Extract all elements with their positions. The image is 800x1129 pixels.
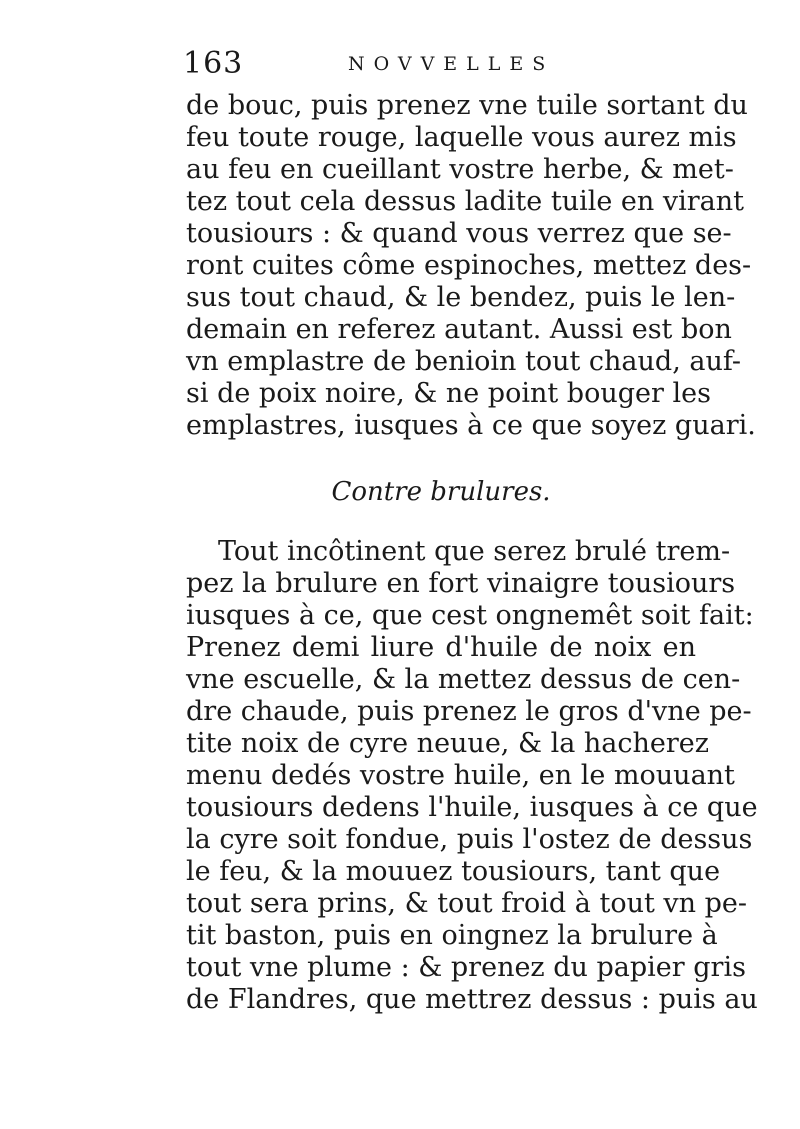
text-line: vne escuelle, & la mettez dessus de cen- xyxy=(186,664,741,695)
text-line: tousiours dedens l'huile, iusques à ce que xyxy=(186,792,758,823)
text-line: le feu, & la mouuez tousiours, tant que xyxy=(186,856,721,887)
text-line: tit baston, puis en oingnez la brulure à xyxy=(186,920,718,951)
text-line: dre chaude, puis prenez le gros d'vne pe- xyxy=(186,696,752,727)
text-line: tout sera prins, & tout froid à tout vn pe- xyxy=(186,888,748,919)
section-heading: Contre brulures. xyxy=(331,477,551,507)
text-line: emplastres, iusques à ce que soyez guari. xyxy=(186,410,756,441)
text-line: au feu en cueillant vostre herbe, & met- xyxy=(186,154,734,185)
paragraph-1 xyxy=(186,90,756,442)
text-line: de bouc, puis prenez vne tuile sortant du xyxy=(186,90,748,121)
text-line: de Flandres, que mettrez dessus : puis au xyxy=(186,984,758,1015)
text-line: menu dedés vostre huile, en le mouuant xyxy=(186,760,735,791)
running-title: NOVVELLES xyxy=(348,53,555,75)
paragraph-2 xyxy=(186,536,758,1016)
text-line: feu toute rouge, laquelle vous aurez mis xyxy=(186,122,737,153)
text-line: tout vne plume : & prenez du papier gris xyxy=(186,952,746,983)
text-line: demain en referez autant. Aussi est bon xyxy=(186,314,732,345)
text-line: tez tout cela dessus ladite tuile en virant xyxy=(186,186,744,217)
text-line: tousiours : & quand vous verrez que se- xyxy=(186,218,732,249)
text-line: si de poix noire, & ne point bouger les xyxy=(186,378,711,409)
text-line: pez la brulure en fort vinaigre tousiours xyxy=(186,568,736,599)
text-line: tite noix de cyre neuue, & la hacherez xyxy=(186,728,709,759)
text-line: iusques à ce, que cest ongnemêt soit fait: xyxy=(186,600,754,631)
text-line: vn emplastre de benioin tout chaud, auf- xyxy=(186,346,742,377)
text-line: sus tout chaud, & le bendez, puis le len- xyxy=(186,282,736,313)
page-number: 163 xyxy=(183,46,244,81)
text-line: ront cuites côme espinoches, mettez des- xyxy=(186,250,752,281)
text-line: Prenez demi liure d'huile de noix en xyxy=(186,632,696,663)
text-line: Tout incôtinent que serez brulé trem- xyxy=(218,536,731,567)
running-head xyxy=(183,44,703,84)
text-line: la cyre soit fondue, puis l'ostez de dessus xyxy=(186,824,753,855)
